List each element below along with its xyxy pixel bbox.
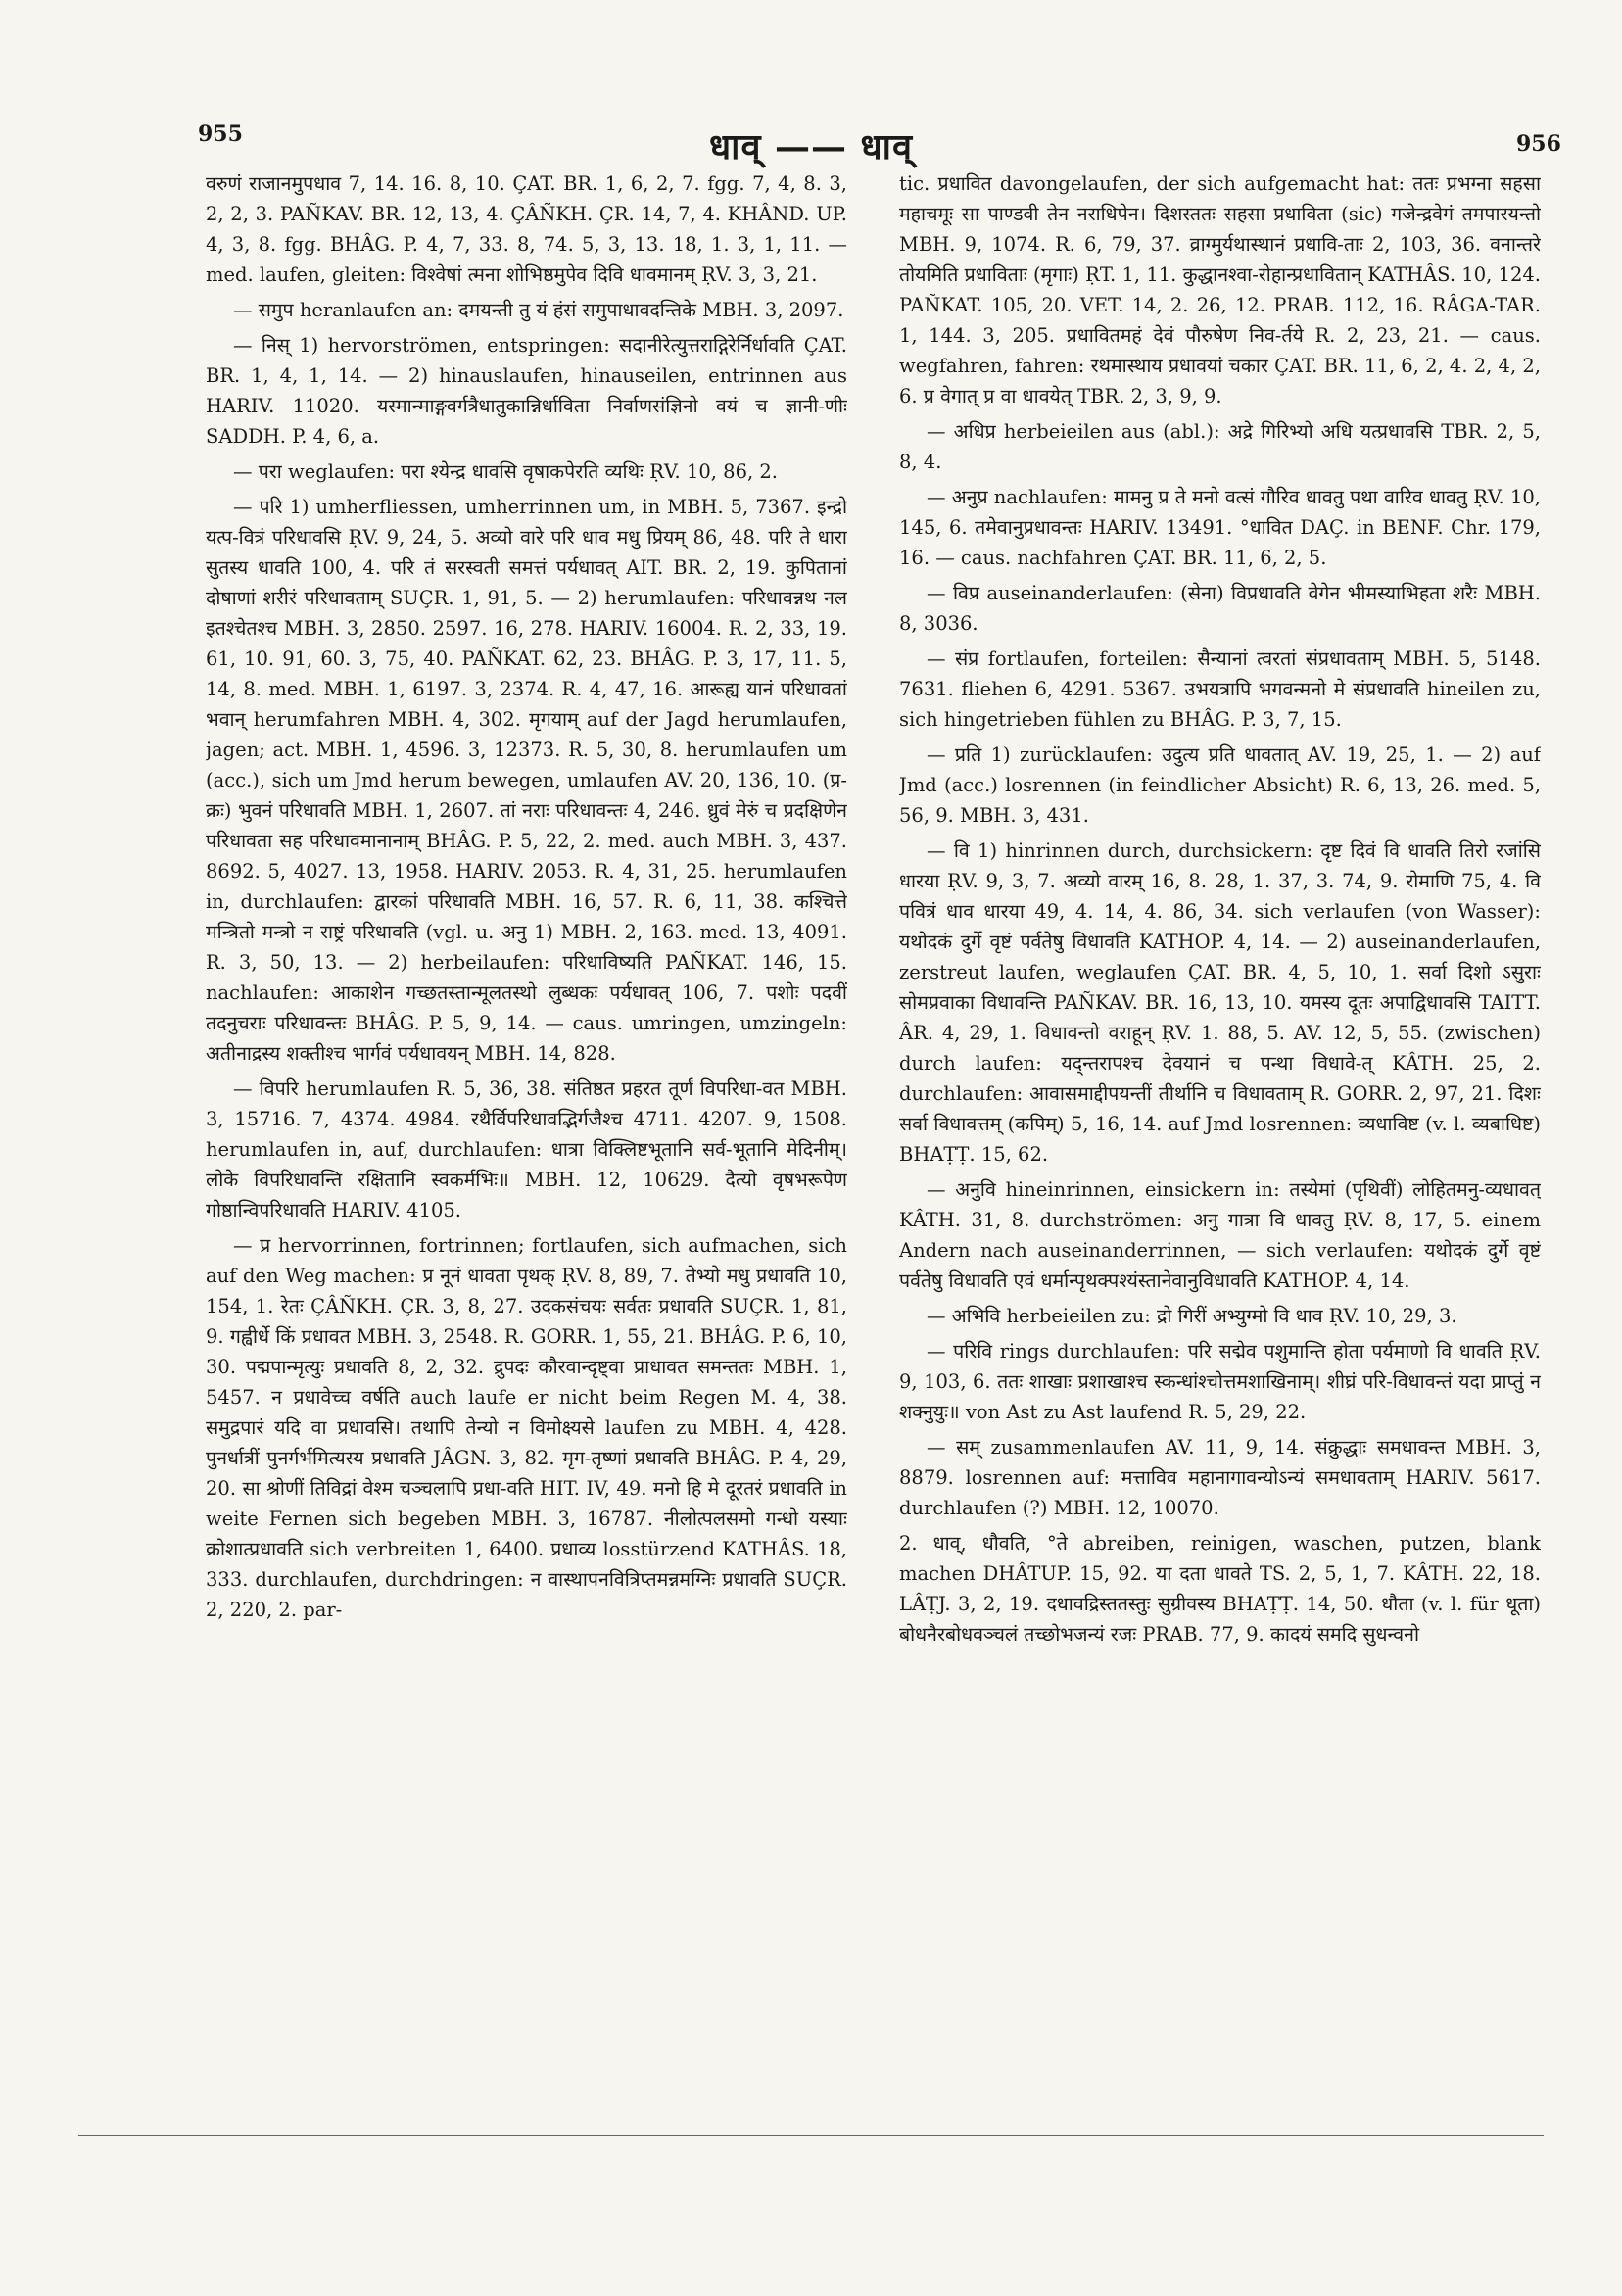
dictionary-entry: — विपरि herumlaufen R. 5, 36, 38. संतिष्ठत प्रहरत तूर्णं विपरिधा-वत MBH. 3, 15716. 7, 4374. 4984. रथैर्विपरिधावद्भिर्गजैश्च 4711. 4207. 9, 1508. herumlaufen in, auf, durchlaufen: धात्रा विक्लिष्टभूतानि सर्व-भूतानि मेदिनीम्। लोके विपरिधावन्ति रक्षितानि स्वकर्मभिः॥ MBH. 12, 10629. दैत्यो वृषभरूपेण गोष्ठान्विपरिधावति HARIV. 4105. [206,1077,847,1221]
dictionary-entry: — निस् 1) hervorströmen, entspringen: सदानीरेत्युत्तराद्गिरेर्निर्धावति ÇAT. BR. 1, 4, 1, 14. — 2) hinauslaufen, hinauseilen, entrinnen aus HARIV. 11020. यस्मान्माङ्गवर्गत्रैधातुकान्निर्धाविता निर्वाणसंज्ञिनो वयं च ज्ञानी-णीः SADDH. P. 4, 6, a. [206,334,847,448]
dictionary-entry: वरुणं राजानमुपधाव 7, 14. 16. 8, 10. ÇAT. BR. 1, 6, 2, 7. fgg. 7, 4, 8. 3, 2, 2, 3. PAÑKAV. BR. 12, 13, 4. ÇÂÑKH. ÇR. 14, 7, 4. KHÂND. UP. 4, 3, 8. fgg. BHÂG. P. 4, 7, 33. 8, 74. 5, 3, 13. 18, 1. 3, 1, 11. — med. laufen, gleiten: विश्वेषां त्मना शोभिष्ठमुपेव दिवि धावमानम् ṚV. 3, 3, 21. [206,172,847,286]
left-column [206,168,847,2103]
dictionary-entry: — विप्र auseinanderlaufen: (सेना) विप्रधावति वेगेन भीमस्याभिहता शरैः MBH. 8, 3036. [899,582,1541,635]
running-headword: धाव् —— धाव् [708,126,914,167]
dictionary-entry: — परि 1) umherfliessen, umherrinnen um, in MBH. 5, 7367. इन्द्रो यत्प-वित्रं परिधावसि ṚV. 9, 24, 5. अव्यो वारे परि धाव मधु प्रियम् 86, 48. परि ते धारा सुतस्य धावति 100, 4. परि तं सरस्वती समत्तं पर्यधावत् AIT. BR. 2, 19. कुपितानां दोषाणां शरीरं परिधावताम् SUÇR. 1, 91, 5. — 2) herumlaufen: परिधावन्नथ नल इतश्चेतश्च MBH. 3, 2850. 2597. 16, 278. HARIV. 16004. R. 2, 33, 19. 61, 10. 91, 60. 3, 75, 40. PAÑKAT. 62, 23. BHÂG. P. 3, 17, 11. 5, 14, 8. med. MBH. 1, 6197. 3, 2374. R. 4, 47, 16. आरूह्य यानं परिधावतां भवान् herumfahren MBH. 4, 302. मृगयाम् auf der Jagd herumlaufen, jagen; act. MBH. 1, 4596. 3, 12373. R. 5, 30, 8. herumlaufen um (acc.), sich um Jmd herum bewegen, umlaufen AV. 20, 136, 10. (प्र-क्रः) भुवनं परिधावति MBH. 1, 2607. तां नराः परिधावन्तः 4, 246. ध्रुवं मेरुं च प्रदक्षिणेन परिधावता सह परिधावमानानाम् BHÂG. P. 5, 22, 2. med. auch MBH. 3, 437. 8692. 5, 4027. 13, 1958. HARIV. 2053. R. 4, 31, 25. herumlaufen in, durchlaufen: द्वारकां परिधावति MBH. 16, 57. R. 6, 11, 38. कश्चित्ते मन्त्रितो मन्त्रो न राष्ट्रं परिधावति (vgl. u. अनु 1) MBH. 2, 163. med. 13, 4091. R. 3, 50, 13. — 2) herbeilaufen: परिधाविष्यति PAÑKAT. 146, 15. nachlaufen: आकाशेन गच्छतस्तान्मूलतस्थो लुब्धकः पर्यधावत् 106, 7. पशोः पदवीं तदनुचराः परिधावन्तः BHÂG. P. 5, 9, 14. — caus. umringen, umzingeln: अतीनाद्रस्य शक्तीश्च भार्गवं पर्यधावयन् MBH. 14, 828. [206,496,847,1065]
dictionary-entry: — समुप heranlaufen an: दमयन्ती तु यं हंसं समुपाधावदन्तिके MBH. 3, 2097. [233,299,844,321]
left-page-number: 955 [198,121,243,147]
dictionary-entry: — प्र hervorrinnen, fortrinnen; fortlaufen, sich aufmachen, sich auf den Weg machen: प्र नूनं धावता पृथक् ṚV. 8, 89, 7. तेभ्यो मधु प्रधावति 10, 154, 1. रेतः ÇÂÑKH. ÇR. 3, 8, 27. उदकसंचयः सर्वतः प्रधावति SUÇR. 1, 81, 9. गह्वीर्धे किं प्रधावत MBH. 3, 2548. R. GORR. 1, 55, 21. BHÂG. P. 6, 10, 30. पद्मपान्मृत्युः प्रधावति 8, 2, 32. द्रुपदः कौरवान्दृष्ट्वा प्राधावत समन्ततः MBH. 1, 5457. न प्रधावेच्च वर्षति auch laufe er nicht beim Regen M. 4, 38. समुद्रपारं यदि वा प्रधावसि। तथापि तेन्यो न विमोक्ष्यसे laufen zu MBH. 4, 428. पुनर्धात्रीं पुनर्गर्भमित्यस्य प्रधावति JÂGN. 3, 82. मृग-तृष्णां प्रधावति BHÂG. P. 4, 29, 20. सा श्रोणीं तिविद्रां वेश्म चञ्चलापि प्रधा-वति HIT. IV, 49. मनो हि मे दूरतरं प्रधावति in weite Fernen sich begeben MBH. 3, 16787. नीलोत्पलसमो गन्धो यस्याः क्रोशात्प्रधावति sich verbreiten 1, 6400. प्रधाव्य losstürzend KATHÂS. 18, 333. durchlaufen, durchdringen: न वास्थापनवित्रिप्तमन्नमग्निः प्रधावति SUÇR. 2, 220, 2. par- [206,1234,847,1621]
right-page-number: 956 [1516,131,1561,157]
dictionary-entry: — अभिवि herbeieilen zu: द्रो गिरीं अभ्युग्मो वि धाव ṚV. 10, 29, 3. [927,1305,1457,1327]
footer-rule [78,2135,1544,2136]
right-column [899,168,1541,2103]
dictionary-entry: — वि 1) hinrinnen durch, durchsickern: दृष्ट दिवं वि धावति तिरो रजांसि धारया ṚV. 9, 3, 7. अव्यो वारम् 16, 8. 28, 1. 37, 3. 74, 9. रोमाणि 75, 4. वि पवित्रं धाव धारया 49, 4. 14, 4. 86, 34. sich verlaufen (von Wasser): यथोदकं दुर्गे वृष्टं पर्वतेषु विधावति KATHOP. 4, 14. — 2) auseinanderlaufen, zerstreut laufen, weglaufen ÇAT. BR. 4, 5, 10, 1. सर्वा दिशो ऽसुराः सोमप्रवाका विधावन्ति PAÑKAV. BR. 16, 13, 10. यमस्य दूतः अपाद्विधावसि TAITT. ÂR. 4, 29, 1. विधावन्तो वराहून् ṚV. 1. 88, 5. AV. 12, 5, 55. (zwischen) durch laufen: यद्न्तरापश्च देवयानं च पन्था विधावे-त् KÂTH. 25, 2. durchlaufen: आवासमाद्दीपयन्तीं तीर्थानि च विधावताम् R. GORR. 2, 97, 21. दिशः सर्वा विधावत्तम् (कपिम्) 5, 16, 14. auf Jmd losrennen: व्यधाविष्ट (v. l. व्यबाधिष्ट) BHAṬṬ. 15, 62. [899,839,1541,1166]
dictionary-entry: — अनुप्र nachlaufen: मामनु प्र ते मनो वत्सं गौरिव धावतु पथा वारिव धावतु ṚV. 10, 145, 6. तमेवानुप्रधावन्तः HARIV. 13491. °धावित DAÇ. in BENF. Chr. 179, 16. — caus. nachfahren ÇAT. BR. 11, 6, 2, 5. [899,486,1541,569]
dictionary-entry: — सम् zusammenlaufen AV. 11, 9, 14. संक्रुद्धाः समधावन्त MBH. 3, 8879. losrennen auf: मत्ताविव महानागावन्योऽन्यं समधावताम् HARIV. 5617. durchlaufen (?) MBH. 12, 10070. [899,1436,1541,1519]
dictionary-entry: 2. धाव्, धौवति, °ते abreiben, reinigen, waschen, putzen, blank machen DHÂTUP. 15, 92. या दता धावते TS. 2, 5, 1, 7. KÂTH. 22, 18. LÂṬJ. 3, 2, 19. दधावद्रिस्ततस्तुः सुग्रीवस्य BHAṬṬ. 14, 50. धौता (v. l. für धूता) बोधनैरबोधवञ्चलं तच्छोभजन्यं रजः PRAB. 77, 9. कादयं समदि सुधन्वनो [899,1532,1541,1646]
dictionary-entry: — प्रति 1) zurücklaufen: उदुत्य प्रति धावतात् AV. 19, 25, 1. — 2) auf Jmd (acc.) losrennen (in feindlicher Absicht) R. 6, 13, 26. med. 5, 56, 9. MBH. 3, 431. [899,743,1541,827]
dictionary-entry: — अनुवि hineinrinnen, einsickern in: तस्येमां (पृथिवीं) लोहितमनु-व्यधावत् KÂTH. 31, 8. durchströmen: अनु गात्रा वि धावतु ṚV. 8, 17, 5. einem Andern nach auseinanderrinnen, — sich verlaufen: यथोदकं दुर्गे वृष्टं पर्वतेषु विधावति एवं धर्मान्पृथक्पश्यंस्तानेवानुविधावति KATHOP. 4, 14. [899,1178,1541,1292]
dictionary-entry: — संप्र fortlaufen, forteilen: सैन्यानां त्वरतां संप्रधावताम् MBH. 5, 5148. 7631. fliehen 6, 4291. 5367. उभयत्रापि भगवन्मनो मे संप्रधावति hineilen zu, sich hingetrieben fühlen zu BHÂG. P. 3, 7, 15. [899,647,1541,731]
dictionary-entry: — परिवि rings durchlaufen: परि सद्मेव पशुमान्ति होता पर्यमाणो वि धावति ṚV. 9, 103, 6. ततः शाखाः प्रशाखाश्च स्कन्धांश्चोत्तमशाखिनाम्। शीघ्रं परि-विधावन्तं यदा प्राप्तुं न शक्नुयुः॥ von Ast zu Ast laufend R. 5, 29, 22. [899,1340,1541,1423]
dictionary-entry: tic. प्रधावित davongelaufen, der sich aufgemacht hat: ततः प्रभग्ना सहसा महाचमूः सा पाण्डवी तेन नराधिपेन। दिशस्ततः सहसा प्रधाविता (sic) गजेन्द्रवेगं तमपारयन्तो MBH. 9, 1074. R. 6, 79, 37. व्राग्मुर्यथास्थानं प्रधावि-ताः 2, 103, 36. वनान्तरे तोयमिति प्रधाविताः (मृगाः) ṚT. 1, 11. कुद्धानश्वा-रोहान्प्रधावितान् KATHÂS. 10, 124. PAÑKAT. 105, 20. VET. 14, 2. 26, 12. PRAB. 112, 16. RÂGA-TAR. 1, 144. 3, 205. प्रधावितमहं देवं पौरुषेण निव-र्तये R. 2, 23, 21. — caus. wegfahren, fahren: रथमास्थाय प्रधावयां चकार ÇAT. BR. 11, 6, 2, 4. 2, 4, 2, 6. प्र वेगात् प्र वा धावयेत् TBR. 2, 3, 9, 9. [899,172,1541,407]
dictionary-entry: — परा weglaufen: परा श्येन्द्र धावसि वृषाकपेरति व्यथिः ṚV. 10, 86, 2. [233,460,778,483]
dictionary-entry: — अधिप्र herbeieilen aus (abl.): अद्रे गिरिभ्यो अधि यत्प्रधावसि TBR. 2, 5, 8, 4. [899,420,1541,473]
